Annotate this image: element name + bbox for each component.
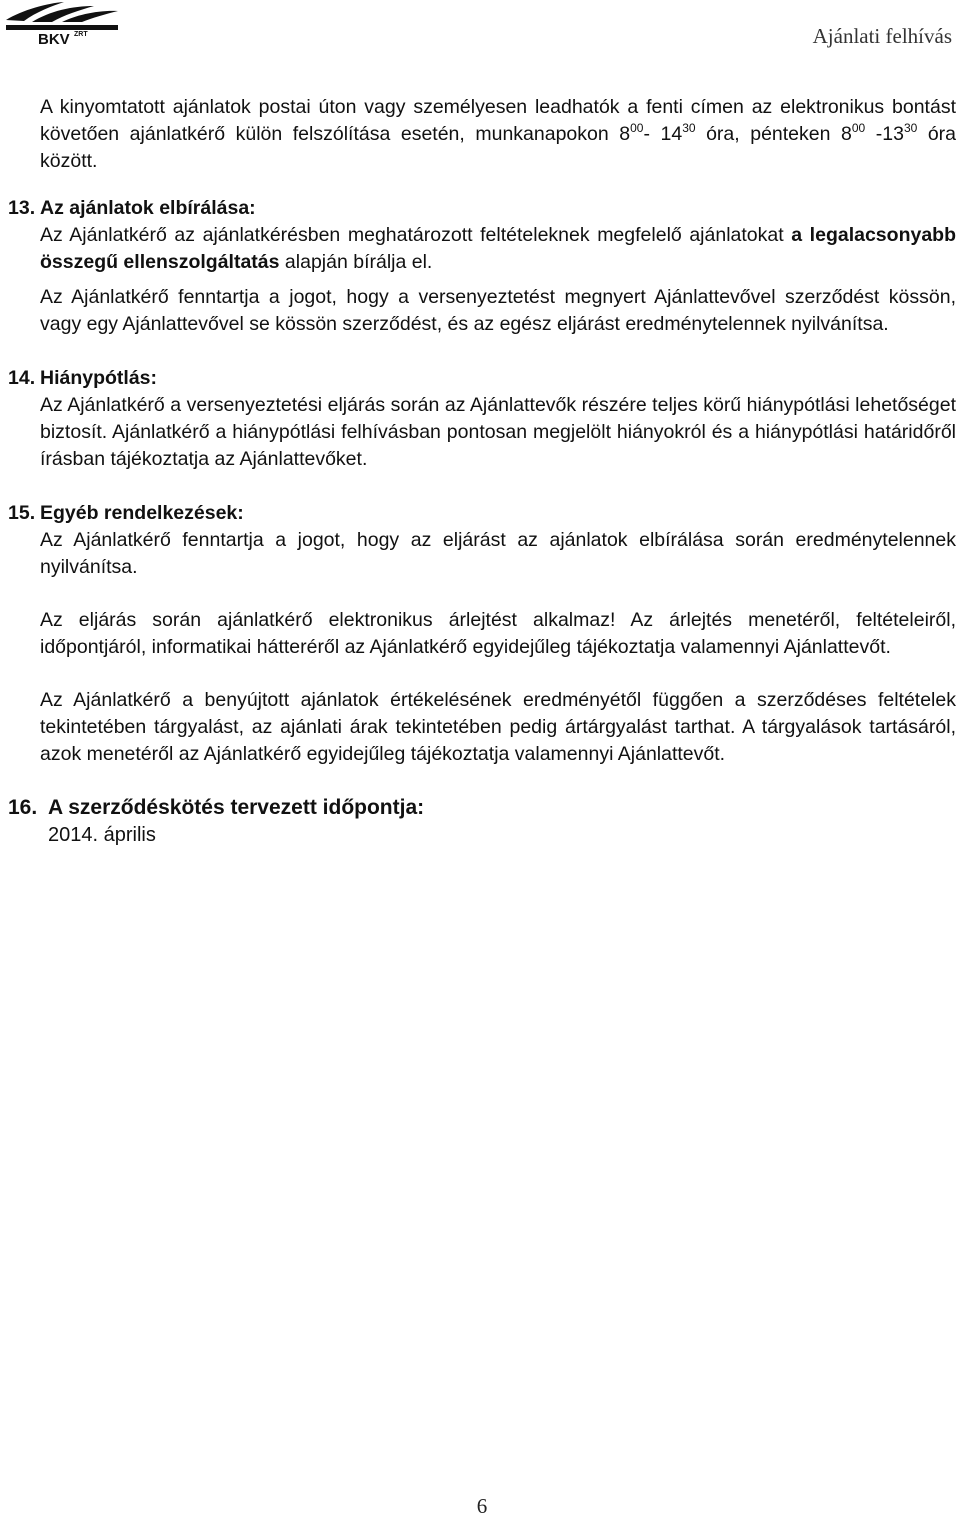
- document-title: Ajánlati felhívás: [812, 24, 952, 48]
- section-paragraph: Az Ajánlatkérő fenntartja a jogot, hogy az eljárást az ajánlatok elbírálása során eredménytelennek nyilvánítsa.: [40, 529, 956, 578]
- section-13: [8, 195, 956, 338]
- section-title: Egyéb rendelkezések:: [40, 502, 244, 524]
- bkv-logo-icon: [2, 0, 122, 46]
- section-number: 13.: [8, 197, 36, 219]
- document-body: [8, 94, 957, 849]
- section-14: [8, 365, 956, 473]
- section-paragraph: Az Ajánlatkérő fenntartja a jogot, hogy a versenyeztetést megnyert Ajánlattevővel szerződést kössön, vagy egy Ajánlattevővel se kössön szerződést, és az egész eljárást eredménytelennek nyilvánítsa.: [40, 286, 956, 335]
- logo-sup-text: ZRT: [74, 31, 88, 38]
- page-header: [0, 0, 960, 60]
- intro-paragraph: A kinyomtatott ajánlatok postai úton vagy személyesen leadhatók a fenti címen az elektronikus bontást követően ajánlatkérő külön felszólítása esetén, munkanapokon $8^{00}-$ $14^{30}$ óra, pénteken $8^{00}$ $-13^{30}$ óra között.: [40, 96, 957, 172]
- section-paragraph: Az eljárás során ajánlatkérő elektronikus árlejtést alkalmaz! Az árlejtés menetéről, feltételeiről, időpontjáról, informatikai hátteréről az Ajánlatkérő egyidejűleg tájékoztatja valamennyi Ajánlattevőt.: [40, 609, 956, 658]
- section-number: 15.: [8, 502, 36, 524]
- section-16: [8, 794, 956, 849]
- section-paragraph: Az Ajánlatkérő az ajánlatkérésben meghatározott feltételeknek megfelelő ajánlatokat a legalacsonyabb összegű ellenszolgáltatás alapján bírálja el.: [40, 224, 956, 273]
- section-title: Hiánypótlás:: [40, 367, 158, 389]
- section-title: A szerződéskötés tervezett időpontja:: [48, 796, 425, 819]
- section-15: [8, 500, 956, 768]
- section-number: 16.: [8, 796, 38, 819]
- logo-text: BKV: [38, 31, 70, 46]
- section-paragraph: Az Ajánlatkérő a versenyeztetési eljárás során az Ajánlattevők részére teljes körű hiánypótlási lehetőséget biztosít. Ajánlatkérő a hiánypótlási felhívásban pontosan megjelölt hiányokról és a hiánypótlási határidőről írásban tájékoztatja az Ajánlattevőket.: [40, 394, 956, 470]
- section-number: 14.: [8, 367, 36, 389]
- section-title: Az ajánlatok elbírálása:: [40, 197, 256, 219]
- page-number: 6: [476, 1494, 488, 1518]
- contract-date-value: 2014. április: [48, 824, 156, 846]
- section-paragraph: Az Ajánlatkérő a benyújtott ajánlatok értékelésének eredményétől függően a szerződéses feltételek tekintetében tárgyalást, az ajánlati árak tekintetében pedig ártárgyalást tarthat. A tárgyalások tartásáról, azok menetéről az Ajánlatkérő egyidejűleg tájékoztatja valamennyi Ajánlattevőt.: [40, 689, 956, 765]
